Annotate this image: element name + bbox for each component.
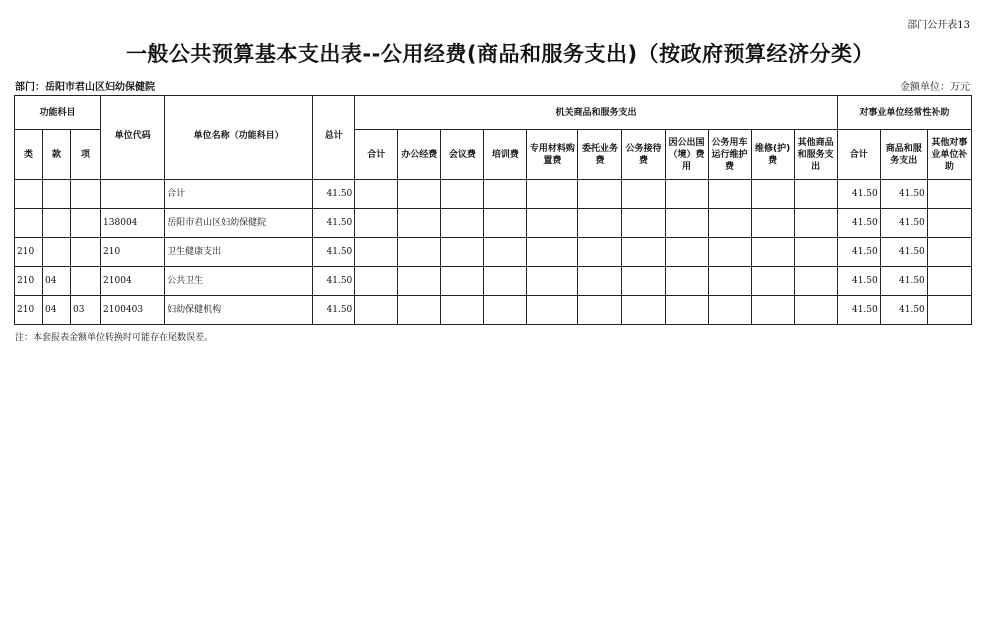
cell-goods-empty bbox=[578, 238, 622, 267]
header-other-goods: 其他商品和服务支出 bbox=[794, 130, 837, 180]
cell-goods-empty bbox=[484, 209, 527, 238]
cell-goods-empty bbox=[708, 180, 751, 209]
cell-unit-code: 210 bbox=[101, 238, 165, 267]
table-row bbox=[15, 267, 972, 296]
cell-goods-empty bbox=[751, 209, 794, 238]
cell-goods-empty bbox=[441, 238, 484, 267]
cell-goods-empty bbox=[527, 180, 578, 209]
cell-xiang: 03 bbox=[71, 296, 101, 325]
cell-subsidy-goods: 41.50 bbox=[880, 267, 927, 296]
cell-goods-empty bbox=[708, 296, 751, 325]
cell-goods-empty bbox=[441, 209, 484, 238]
cell-goods-empty bbox=[484, 267, 527, 296]
cell-subsidy-other bbox=[927, 209, 971, 238]
cell-goods-empty bbox=[484, 180, 527, 209]
header-repair-fee: 维修(护)费 bbox=[751, 130, 794, 180]
cell-goods-empty bbox=[527, 238, 578, 267]
cell-goods-empty bbox=[398, 238, 441, 267]
cell-goods-empty bbox=[751, 180, 794, 209]
cell-goods-empty bbox=[751, 267, 794, 296]
header-kuan: 款 bbox=[43, 130, 71, 180]
header-group-subsidy: 对事业单位经常性补助 bbox=[837, 96, 971, 130]
cell-goods-empty bbox=[665, 238, 708, 267]
cell-total: 41.50 bbox=[313, 267, 355, 296]
header-total: 总计 bbox=[313, 96, 355, 180]
cell-subsidy-total: 41.50 bbox=[837, 238, 880, 267]
cell-goods-empty bbox=[622, 267, 665, 296]
cell-goods-empty bbox=[708, 267, 751, 296]
header-entrusted-service: 委托业务费 bbox=[578, 130, 622, 180]
amount-unit-label: 金额单位：万元 bbox=[900, 82, 970, 93]
cell-goods-empty bbox=[484, 238, 527, 267]
cell-goods-empty bbox=[527, 267, 578, 296]
cell-goods-empty bbox=[751, 238, 794, 267]
cell-kuan bbox=[43, 238, 71, 267]
header-group-goods: 机关商品和服务支出 bbox=[355, 96, 837, 130]
header-subsidy-total: 合计 bbox=[837, 130, 880, 180]
cell-subsidy-other bbox=[927, 296, 971, 325]
cell-goods-empty bbox=[622, 238, 665, 267]
cell-total: 41.50 bbox=[313, 296, 355, 325]
cell-goods-empty bbox=[578, 267, 622, 296]
cell-lei: 210 bbox=[15, 296, 43, 325]
header-subsidy-goods: 商品和服务支出 bbox=[880, 130, 927, 180]
header-reception-fee: 公务接待费 bbox=[622, 130, 665, 180]
header-unit-code: 单位代码 bbox=[101, 96, 165, 180]
cell-total: 41.50 bbox=[313, 180, 355, 209]
cell-total: 41.50 bbox=[313, 238, 355, 267]
cell-goods-empty bbox=[527, 296, 578, 325]
header-overseas-travel: 因公出国（境）费用 bbox=[665, 130, 708, 180]
cell-goods-empty bbox=[441, 180, 484, 209]
cell-goods-empty bbox=[484, 296, 527, 325]
cell-unit-name: 公共卫生 bbox=[165, 267, 313, 296]
cell-goods-empty bbox=[398, 209, 441, 238]
cell-goods-empty bbox=[527, 209, 578, 238]
cell-goods-empty bbox=[355, 238, 398, 267]
cell-unit-name: 岳阳市君山区妇幼保健院 bbox=[165, 209, 313, 238]
cell-subsidy-goods: 41.50 bbox=[880, 209, 927, 238]
cell-goods-empty bbox=[665, 209, 708, 238]
footnote: 注：本套报表金额单位转换时可能存在尾数误差。 bbox=[15, 333, 214, 343]
cell-subsidy-other bbox=[927, 238, 971, 267]
cell-lei: 210 bbox=[15, 267, 43, 296]
header-unit-name: 单位名称（功能科目） bbox=[165, 96, 313, 180]
header-material-purchase: 专用材料购置费 bbox=[527, 130, 578, 180]
table-row bbox=[15, 180, 972, 209]
cell-goods-empty bbox=[355, 209, 398, 238]
cell-goods-empty bbox=[578, 209, 622, 238]
cell-xiang bbox=[71, 180, 101, 209]
cell-goods-empty bbox=[578, 296, 622, 325]
cell-total: 41.50 bbox=[313, 209, 355, 238]
page-title: 一般公共预算基本支出表--公用经费(商品和服务支出)（按政府预算经济分类） bbox=[125, 42, 875, 66]
table-row bbox=[15, 238, 972, 267]
cell-goods-empty bbox=[622, 296, 665, 325]
header-office-expense: 办公经费 bbox=[398, 130, 441, 180]
cell-goods-empty bbox=[398, 180, 441, 209]
header-meeting-fee: 会议费 bbox=[441, 130, 484, 180]
cell-goods-empty bbox=[665, 267, 708, 296]
cell-goods-empty bbox=[622, 180, 665, 209]
cell-unit-code: 138004 bbox=[101, 209, 165, 238]
cell-subsidy-total: 41.50 bbox=[837, 180, 880, 209]
cell-xiang bbox=[71, 238, 101, 267]
cell-goods-empty bbox=[578, 180, 622, 209]
cell-goods-empty bbox=[355, 267, 398, 296]
header-lei: 类 bbox=[15, 130, 43, 180]
header-goods-total: 合计 bbox=[355, 130, 398, 180]
table-row bbox=[15, 296, 972, 325]
cell-goods-empty bbox=[794, 296, 837, 325]
cell-goods-empty bbox=[398, 267, 441, 296]
header-vehicle-maintenance: 公务用车运行维护费 bbox=[708, 130, 751, 180]
cell-goods-empty bbox=[794, 238, 837, 267]
cell-goods-empty bbox=[708, 238, 751, 267]
cell-goods-empty bbox=[794, 267, 837, 296]
cell-kuan bbox=[43, 180, 71, 209]
header-xiang: 项 bbox=[71, 130, 101, 180]
header-func-subject: 功能科目 bbox=[15, 96, 101, 130]
cell-unit-name: 卫生健康支出 bbox=[165, 238, 313, 267]
cell-xiang bbox=[71, 267, 101, 296]
report-number-label: 部门公开表13 bbox=[907, 20, 970, 31]
cell-lei: 210 bbox=[15, 238, 43, 267]
cell-kuan: 04 bbox=[43, 267, 71, 296]
cell-goods-empty bbox=[794, 209, 837, 238]
cell-goods-empty bbox=[751, 296, 794, 325]
cell-xiang bbox=[71, 209, 101, 238]
department-label: 部门：岳阳市君山区妇幼保健院 bbox=[15, 82, 155, 93]
cell-goods-empty bbox=[665, 296, 708, 325]
header-subsidy-other: 其他对事业单位补助 bbox=[927, 130, 971, 180]
cell-unit-name: 妇幼保健机构 bbox=[165, 296, 313, 325]
cell-goods-empty bbox=[708, 209, 751, 238]
cell-lei bbox=[15, 180, 43, 209]
cell-goods-empty bbox=[622, 209, 665, 238]
cell-goods-empty bbox=[794, 180, 837, 209]
cell-kuan bbox=[43, 209, 71, 238]
cell-subsidy-goods: 41.50 bbox=[880, 296, 927, 325]
cell-unit-code: 21004 bbox=[101, 267, 165, 296]
cell-goods-empty bbox=[665, 180, 708, 209]
cell-subsidy-goods: 41.50 bbox=[880, 238, 927, 267]
cell-goods-empty bbox=[355, 180, 398, 209]
table-row bbox=[15, 209, 972, 238]
cell-subsidy-other bbox=[927, 180, 971, 209]
cell-unit-code: 2100403 bbox=[101, 296, 165, 325]
cell-goods-empty bbox=[441, 296, 484, 325]
cell-lei bbox=[15, 209, 43, 238]
cell-subsidy-total: 41.50 bbox=[837, 296, 880, 325]
cell-goods-empty bbox=[355, 296, 398, 325]
cell-unit-name: 合计 bbox=[165, 180, 313, 209]
cell-goods-empty bbox=[441, 267, 484, 296]
cell-subsidy-total: 41.50 bbox=[837, 209, 880, 238]
cell-subsidy-total: 41.50 bbox=[837, 267, 880, 296]
cell-subsidy-other bbox=[927, 267, 971, 296]
cell-subsidy-goods: 41.50 bbox=[880, 180, 927, 209]
cell-kuan: 04 bbox=[43, 296, 71, 325]
expenditure-table bbox=[14, 95, 972, 325]
cell-goods-empty bbox=[398, 296, 441, 325]
header-training-fee: 培训费 bbox=[484, 130, 527, 180]
cell-unit-code bbox=[101, 180, 165, 209]
